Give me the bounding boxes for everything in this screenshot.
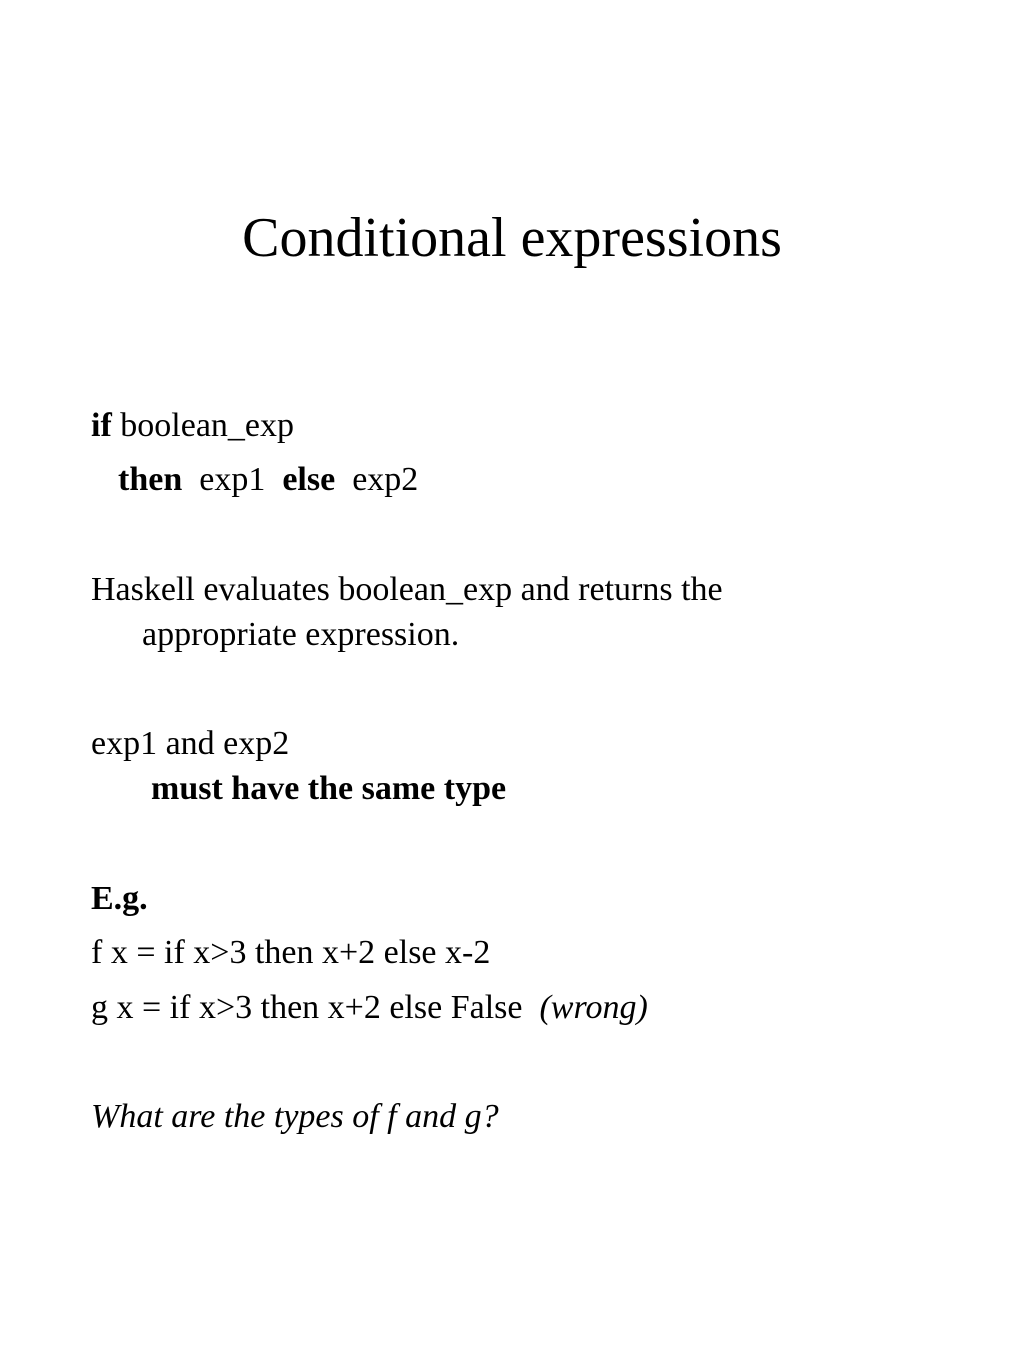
if-keyword: if — [91, 407, 112, 444]
if-condition: boolean_exp — [111, 407, 294, 444]
else-keyword: else — [282, 461, 336, 498]
example-heading: E.g. — [91, 880, 148, 917]
question: What are the types of f and g? — [91, 1098, 499, 1135]
example-g-definition-line — [91, 986, 648, 1030]
example-f-definition: f x = if x>3 then x+2 else x-2 — [91, 934, 491, 971]
else-expression: exp2 — [335, 461, 419, 498]
syntax-then-else-line — [118, 458, 418, 502]
example-g-definition: g x = if x>3 then x+2 else False — [91, 989, 540, 1026]
wrong-note: (wrong) — [539, 989, 648, 1026]
syntax-if-line — [91, 404, 294, 448]
type-rule-line-1: exp1 and exp2 — [91, 725, 290, 762]
type-rule-line-2: must have the same type — [151, 770, 507, 807]
description-line-2: appropriate expression. — [142, 616, 460, 653]
then-expression: exp1 — [182, 461, 283, 498]
then-keyword: then — [118, 461, 183, 498]
description-line-1: Haskell evaluates boolean_exp and returns the — [91, 571, 723, 608]
slide-title: Conditional expressions — [242, 207, 782, 269]
